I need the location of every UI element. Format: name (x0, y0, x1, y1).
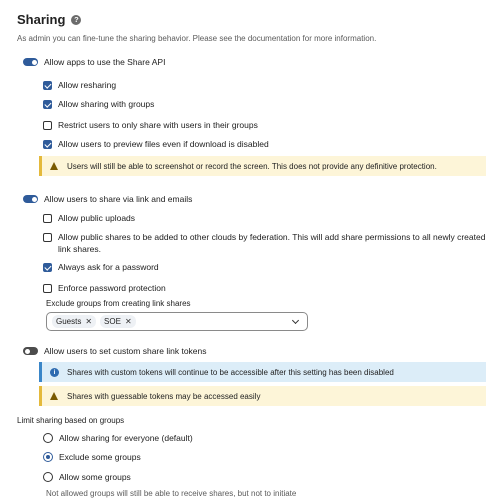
radio-everyone-option[interactable] (43, 433, 193, 443)
sharing-header (17, 12, 81, 27)
link-sharing-switch[interactable] (23, 195, 38, 203)
allow-group-sharing-option[interactable] (43, 98, 497, 110)
link-sharing-toggle-row[interactable] (23, 194, 192, 204)
limit-footnote: Not allowed groups will still be able to receive shares, but not to initiate (46, 489, 297, 498)
exclude-groups-label: Exclude groups from creating link shares (46, 299, 191, 308)
remove-chip-icon[interactable]: ✕ (124, 317, 132, 326)
allow-resharing-checkbox[interactable] (43, 81, 52, 90)
allow-preview-checkbox[interactable] (43, 140, 52, 149)
enforce-password-option[interactable] (43, 282, 497, 294)
restrict-to-groups-checkbox[interactable] (43, 121, 52, 130)
federation-checkbox[interactable] (43, 233, 52, 242)
public-uploads-option[interactable] (43, 212, 497, 224)
chevron-down-icon[interactable] (292, 317, 299, 324)
allow-preview-label: Allow users to preview files even if download is disabled (58, 139, 269, 149)
radio-exclude-option[interactable] (43, 452, 141, 462)
group-chip-label: Guests (56, 317, 82, 326)
public-uploads-checkbox[interactable] (43, 214, 52, 223)
group-chip (52, 315, 96, 328)
radio-exclude-label: Exclude some groups (59, 452, 141, 462)
remove-chip-icon[interactable]: ✕ (85, 317, 93, 326)
restrict-to-groups-option[interactable] (43, 119, 497, 131)
ask-password-label: Always ask for a password (58, 262, 159, 272)
radio-exclude-groups[interactable] (43, 452, 53, 462)
allow-preview-option[interactable] (43, 138, 497, 150)
group-chip-label: SOE (104, 317, 121, 326)
custom-tokens-info-text: Shares with custom tokens will continue to be accessible after this setting has been disabled (67, 367, 394, 377)
screenshot-warning (39, 156, 486, 176)
info-icon: i (50, 368, 59, 377)
public-uploads-label: Allow public uploads (58, 213, 136, 223)
page-title: Sharing (17, 12, 66, 27)
restrict-to-groups-label: Restrict users to only share with users in their groups (58, 120, 258, 130)
link-sharing-label: Allow users to share via link and emails (44, 194, 193, 204)
radio-everyone[interactable] (43, 433, 53, 443)
warning-icon (50, 162, 59, 170)
allow-group-sharing-checkbox[interactable] (43, 100, 52, 109)
custom-tokens-switch[interactable] (23, 347, 38, 355)
share-api-toggle-row[interactable] (23, 57, 165, 67)
radio-everyone-label: Allow sharing for everyone (default) (59, 433, 193, 443)
ask-password-option[interactable] (43, 261, 497, 273)
allow-resharing-option[interactable] (43, 79, 497, 91)
group-chip (100, 315, 136, 328)
warning-icon (50, 392, 59, 400)
limit-sharing-label: Limit sharing based on groups (17, 416, 125, 425)
radio-allow-option[interactable] (43, 472, 131, 482)
guessable-tokens-warning (39, 386, 486, 406)
guessable-tokens-warning-text: Shares with guessable tokens may be accessed easily (67, 391, 261, 401)
federation-option[interactable] (43, 231, 497, 255)
exclude-groups-select[interactable] (46, 312, 308, 331)
radio-allow-groups[interactable] (43, 472, 53, 482)
ask-password-checkbox[interactable] (43, 263, 52, 272)
allow-resharing-label: Allow resharing (58, 80, 117, 90)
custom-tokens-label: Allow users to set custom share link tokens (44, 346, 207, 356)
share-api-label: Allow apps to use the Share API (44, 57, 166, 67)
custom-tokens-info (39, 362, 486, 382)
radio-allow-label: Allow some groups (59, 472, 131, 482)
help-circle-icon[interactable]: ? (71, 15, 81, 25)
federation-label: Allow public shares to be added to other clouds by federation. This will add share permissions to all newly created link shares. (58, 232, 486, 254)
enforce-password-checkbox[interactable] (43, 284, 52, 293)
page-subtitle: As admin you can fine-tune the sharing behavior. Please see the documentation for more information. (17, 34, 377, 43)
allow-group-sharing-label: Allow sharing with groups (58, 99, 155, 109)
screenshot-warning-text: Users will still be able to screenshot or record the screen. This does not provide any definitive protection. (67, 161, 437, 171)
share-api-switch[interactable] (23, 58, 38, 66)
custom-tokens-toggle-row[interactable] (23, 346, 207, 356)
enforce-password-label: Enforce password protection (58, 283, 166, 293)
